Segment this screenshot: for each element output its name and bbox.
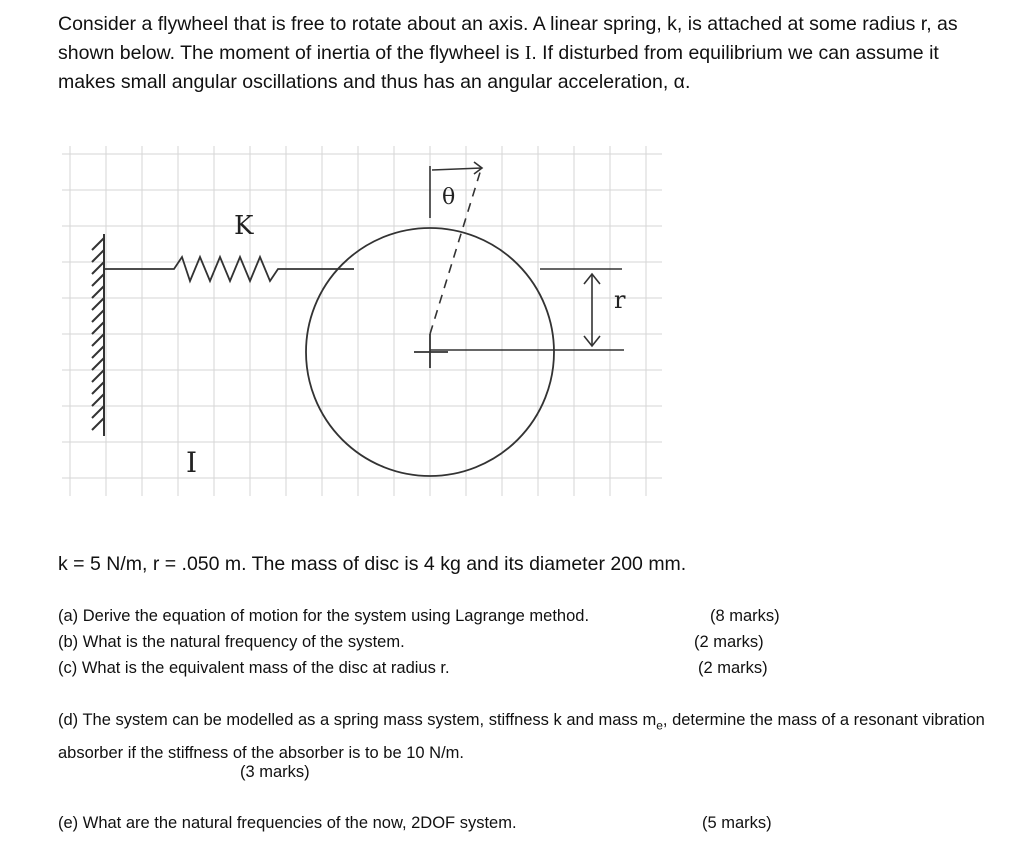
inertia-symbol: I xyxy=(524,43,532,64)
radius-reference-lines xyxy=(430,269,624,350)
question-e: (e) What are the natural frequencies of the now, 2DOF system. xyxy=(58,814,517,832)
theta-indicator xyxy=(430,162,482,334)
question-e-marks: (5 marks) xyxy=(702,814,772,832)
question-d-text-1: (d) The system can be modelled as a spring mass system, stiffness k and mass m xyxy=(58,711,657,729)
question-d-text-2: , determine the mass of a resonant vibration absorber if the stiffness of the absorber is to be 10 N/m. xyxy=(58,711,985,763)
given-parameters: k = 5 N/m, r = .050 m. The mass of disc is 4 kg and its diameter 200 mm. xyxy=(58,553,687,575)
flywheel-figure xyxy=(62,146,662,501)
spring-label: K xyxy=(234,211,254,241)
mass-subscript: e xyxy=(656,718,663,733)
question-d-marks: (3 marks) xyxy=(240,763,310,781)
question-b-marks: (2 marks) xyxy=(694,633,764,651)
question-d xyxy=(58,706,1018,767)
question-b: (b) What is the natural frequency of the system. xyxy=(58,633,405,651)
axis-cross xyxy=(414,334,448,368)
inertia-label: I xyxy=(186,446,198,479)
problem-intro xyxy=(58,10,998,97)
intro-text-1: Consider a flywheel that is free to rotate about an axis. A linear spring, k, is attached at some radius r, as shown below. The moment of inertia of the flywheel is xyxy=(58,13,958,64)
question-a: (a) Derive the equation of motion for the system using Lagrange method. xyxy=(58,607,590,625)
grid-paper xyxy=(62,146,662,496)
radius-label: r xyxy=(614,286,626,314)
question-c-marks: (2 marks) xyxy=(698,659,768,677)
question-a-marks: (8 marks) xyxy=(710,607,780,625)
radius-dimension-arrow xyxy=(584,274,600,346)
theta-label: θ xyxy=(442,185,456,210)
question-c: (c) What is the equivalent mass of the disc at radius r. xyxy=(58,659,450,677)
intro-text-2: . If disturbed from equilibrium we can assume it makes small angular oscillations and thus has an angular acceleration, α. xyxy=(58,42,939,93)
